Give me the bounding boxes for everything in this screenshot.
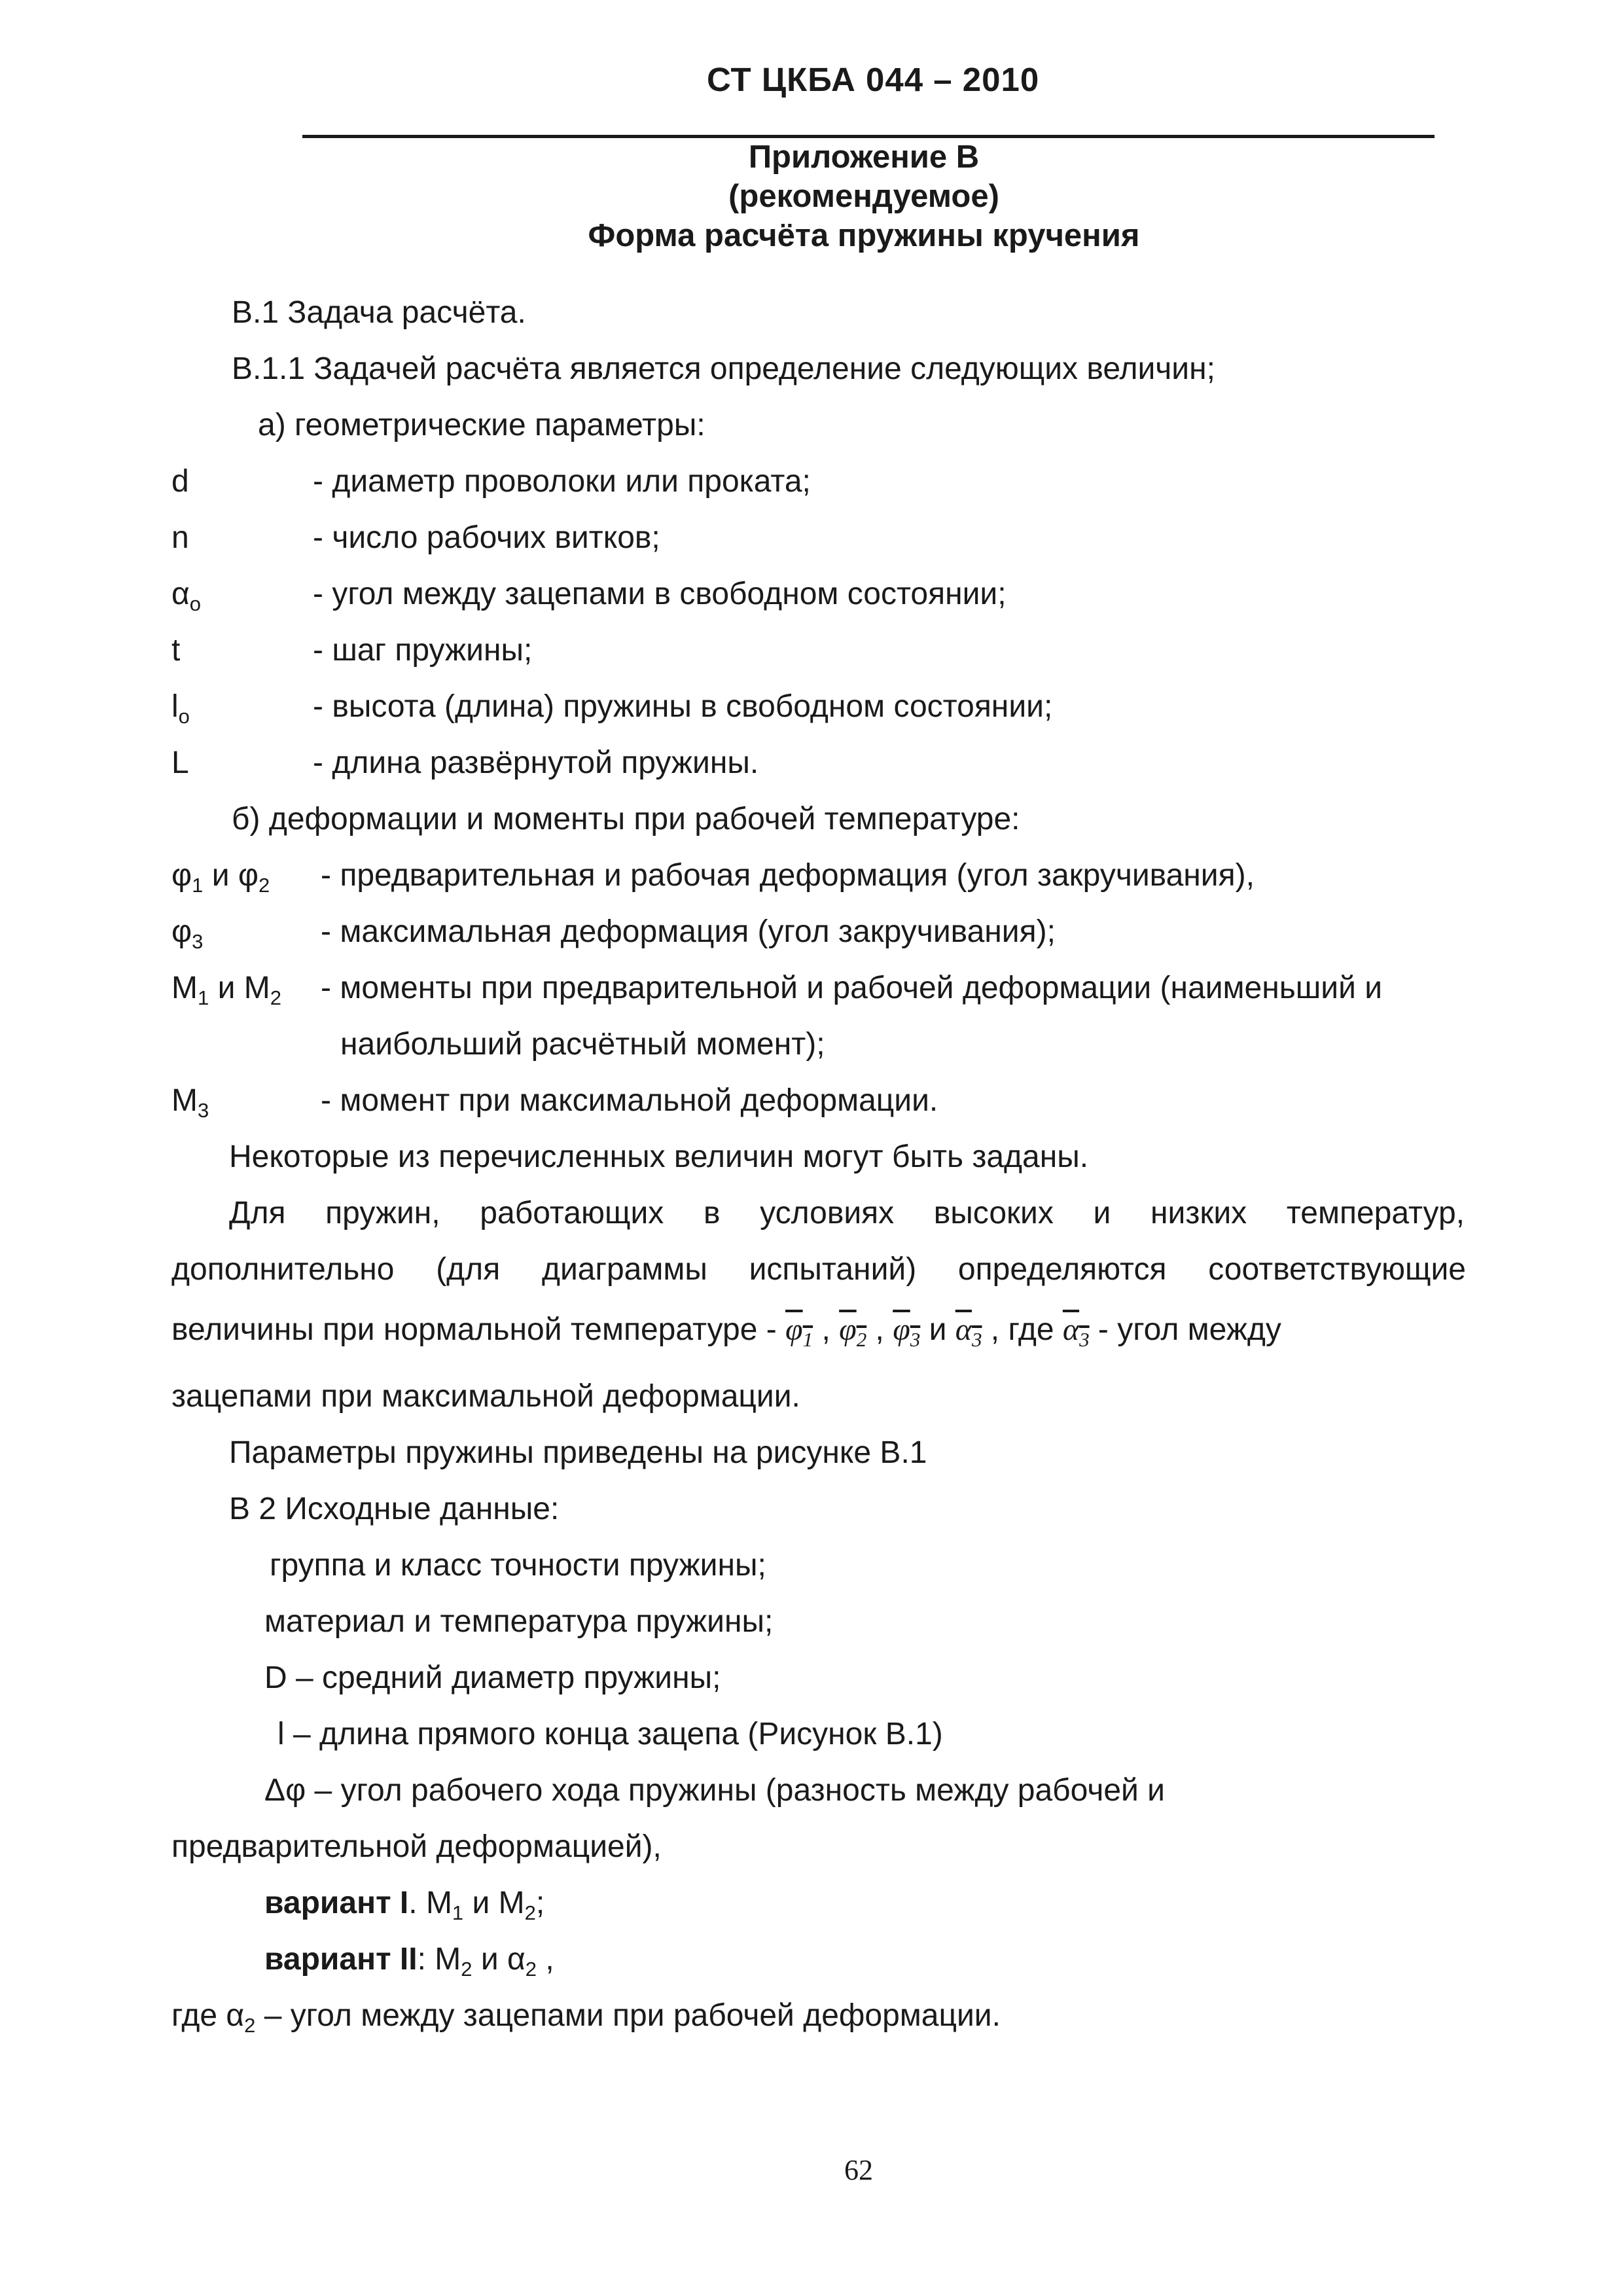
- section-b2-title: В 2 Исходные данные:: [229, 1492, 560, 1526]
- param-symbol: d: [171, 464, 189, 499]
- subscript: 1: [197, 986, 209, 1009]
- param-symbol: t: [171, 633, 181, 668]
- bold-label: вариант I: [264, 1886, 409, 1920]
- subscript: 3: [197, 1099, 209, 1122]
- subscript: 1: [452, 1901, 464, 1924]
- section-b1-title: В.1 Задача расчёта.: [232, 295, 526, 330]
- deformation-heading: б) деформации и моменты при рабочей температуре:: [232, 802, 1020, 836]
- param-description: - момент при максимальной деформации.: [321, 1083, 938, 1118]
- page-number: 62: [844, 2154, 873, 2186]
- appendix-status: (рекомендуемое): [728, 179, 999, 214]
- param-symbol: $\varphi_3$: [171, 914, 204, 953]
- task-intro: В.1.1 Задачей расчёта является определение следующих величин;: [232, 351, 1215, 386]
- subscript: 2: [270, 986, 281, 1009]
- working-angle-line: Δφ – угол рабочего хода пружины (разность между рабочей и: [264, 1773, 1165, 1808]
- list-item: группа и класс точности пружины;: [270, 1548, 766, 1583]
- math-symbol: $\varphi_3$: [893, 1312, 921, 1351]
- param-description: - диаметр проволоки или проката;: [313, 464, 811, 499]
- subscript: 2: [525, 1958, 537, 1981]
- list-item: материал и температура пружины;: [264, 1604, 774, 1639]
- subscript: 2: [258, 874, 270, 897]
- appendix-name: Форма расчёта пружины кручения: [588, 218, 1140, 253]
- list-item: D – средний диаметр пружины;: [264, 1660, 721, 1695]
- some-given-note: Некоторые из перечисленных величин могут быть заданы.: [229, 1139, 1089, 1174]
- paragraph-line-formula: величины при нормальной температуре - $\varphi_1$ , $\varphi_2$ , $\varphi_3$ и $\alpha_3$ , где $\alpha_3$ - угол между: [171, 1312, 1281, 1351]
- param-description: - угол между зацепами в свободном состоянии;: [313, 577, 1007, 611]
- subscript: 3: [192, 930, 204, 953]
- param-symbol: $M_1$ и $M_2$: [171, 971, 281, 1009]
- alpha2-definition: где $\alpha_2$ – угол между зацепами при рабочей деформации.: [171, 1998, 1001, 2037]
- subscript: 1: [192, 874, 204, 897]
- paragraph-line: зацепами при максимальной деформации.: [171, 1379, 800, 1414]
- math-symbol: $\alpha_3$: [955, 1312, 982, 1351]
- math-symbol: $\varphi_1$: [785, 1312, 813, 1351]
- geometric-heading: а) геометрические параметры:: [258, 408, 705, 442]
- param-symbol: L: [171, 745, 189, 780]
- subscript: о: [178, 705, 190, 728]
- param-description: - предварительная и рабочая деформация (угол закручивания),: [321, 858, 1255, 893]
- subscript: 2: [524, 1901, 536, 1924]
- param-description: - длина развёрнутой пружины.: [313, 745, 759, 780]
- param-description: - число рабочих витков;: [313, 520, 660, 555]
- variant-one: вариант I. $M_1$ и $M_2$;: [264, 1886, 545, 1924]
- subscript: 2: [244, 2014, 256, 2037]
- math-symbol: $\varphi_2$: [839, 1312, 867, 1351]
- param-symbol: $l_о$: [171, 689, 190, 728]
- figure-reference: Параметры пружины приведены на рисунке В.1: [229, 1435, 927, 1470]
- subscript: 2: [461, 1958, 473, 1981]
- param-symbol: $\varphi_1$ и $\varphi_2$: [171, 858, 270, 897]
- param-description-continuation: наибольший расчётный момент);: [340, 1027, 825, 1062]
- param-description: - шаг пружины;: [313, 633, 533, 668]
- param-description: - высота (длина) пружины в свободном состоянии;: [313, 689, 1053, 724]
- param-description: - максимальная деформация (угол закручивания);: [321, 914, 1056, 949]
- param-symbol: n: [171, 520, 189, 555]
- paragraph-line: дополнительно (для диаграммы испытаний) определяются соответствующие: [171, 1252, 1466, 1287]
- appendix-heading: [458, 137, 1270, 255]
- list-item: l – длина прямого конца зацепа (Рисунок В.1): [277, 1717, 943, 1751]
- working-angle-continuation: предварительной деформацией),: [171, 1829, 662, 1864]
- param-symbol: $M_3$: [171, 1083, 209, 1122]
- math-symbol: $\alpha_3$: [1062, 1312, 1090, 1351]
- param-symbol: $\alpha_о$: [171, 577, 201, 615]
- appendix-title: Приложение В: [748, 139, 980, 175]
- variant-two: вариант II: $M_2$ и $\alpha_2$ ,: [264, 1942, 554, 1981]
- document-code: СТ ЦКБА 044 – 2010: [707, 61, 1040, 98]
- param-description: - моменты при предварительной и рабочей деформации (наименьший и: [321, 971, 1383, 1005]
- paragraph-line: Для пружин, работающих в условиях высоких и низких температур,: [229, 1196, 1465, 1230]
- bold-label: вариант II: [264, 1942, 418, 1977]
- subscript: о: [189, 592, 201, 615]
